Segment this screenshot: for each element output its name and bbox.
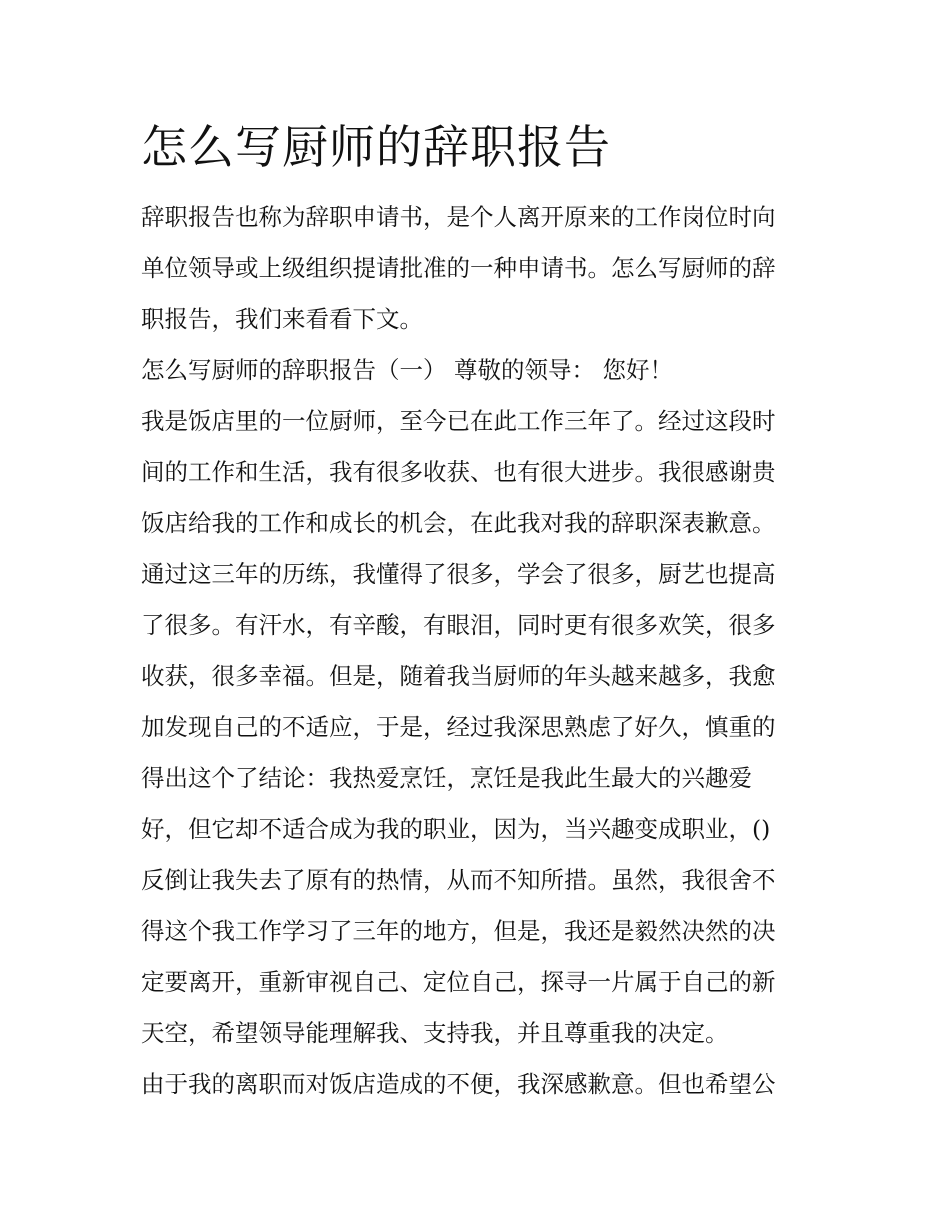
body-line-11: 加发现自己的不适应，于是，经过我深思熟虑了好久，慎重的 [141,713,776,741]
body-line-9: 了很多。有汗水，有辛酸，有眼泪，同时更有很多欢笑，很多 [141,611,776,639]
body-line-6: 间的工作和生活，我有很多收获、也有很大进步。我很感谢贵 [141,458,776,486]
body-line-16: 定要离开，重新审视自己、定位自己，探寻一片属于自己的新 [141,968,776,996]
body-line-3: 职报告，我们来看看下文。 [141,305,423,333]
document-title: 怎么写厨师的辞职报告 [141,120,611,174]
body-line-12: 得出这个了结论：我热爱烹饪，烹饪是我此生最大的兴趣爱 [141,764,752,792]
body-line-8: 通过这三年的历练，我懂得了很多，学会了很多，厨艺也提高 [141,560,776,588]
body-line-1: 辞职报告也称为辞职申请书，是个人离开原来的工作岗位时向 [141,203,776,231]
body-line-15: 得这个我工作学习了三年的地方，但是，我还是毅然决然的决 [141,917,776,945]
body-line-5: 我是饭店里的一位厨师，至今已在此工作三年了。经过这段时 [141,407,776,435]
document-content [141,116,813,1110]
body-line-17: 天空，希望领导能理解我、支持我，并且尊重我的决定。 [141,1019,729,1047]
body-line-14: 反倒让我失去了原有的热情，从而不知所措。虽然，我很舍不 [141,866,776,894]
body-line-2: 单位领导或上级组织提请批准的一种申请书。怎么写厨师的辞 [141,254,776,282]
document-body [141,192,813,1110]
section-heading-line: 怎么写厨师的辞职报告（一） 尊敬的领导： 您好！ [141,356,673,384]
body-line-13: 好，但它却不适合成为我的职业，因为，当兴趣变成职业，() [141,815,771,843]
body-line-7: 饭店给我的工作和成长的机会，在此我对我的辞职深表歉意。 [141,509,776,537]
body-line-18: 由于我的离职而对饭店造成的不便，我深感歉意。但也希望公 [141,1070,776,1098]
body-line-10: 收获，很多幸福。但是，随着我当厨师的年头越来越多，我愈 [141,662,776,690]
